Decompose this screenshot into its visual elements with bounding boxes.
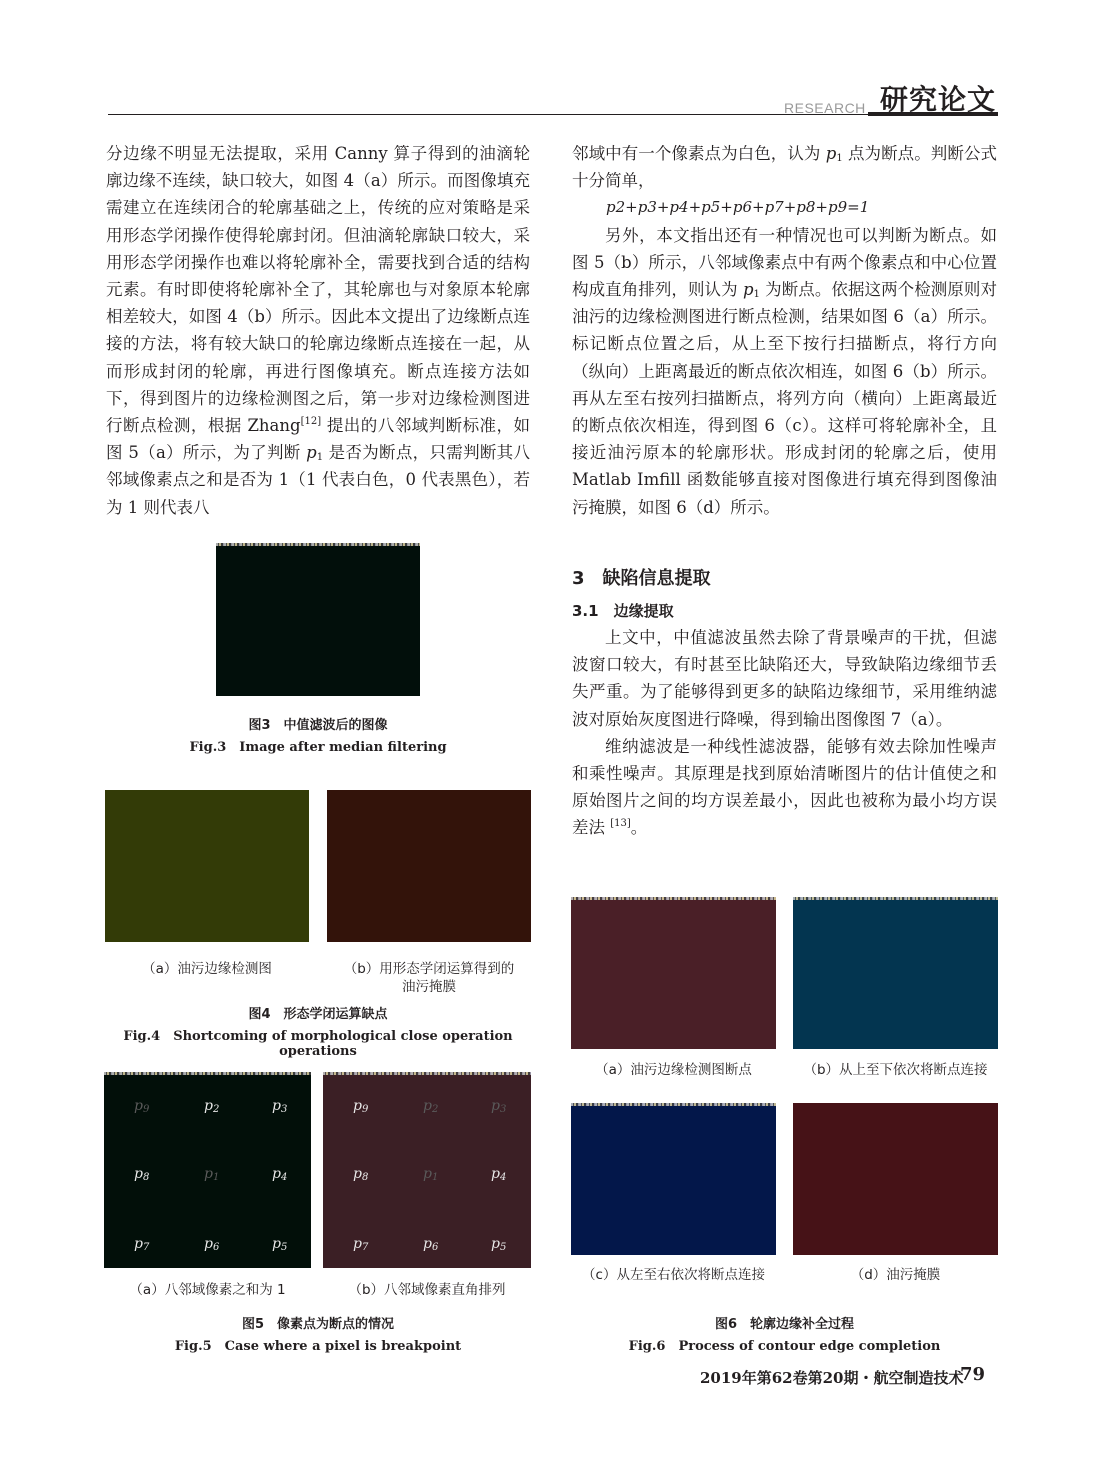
fig5-caption-cn: 图5 像素点为断点的情况: [241, 1317, 395, 1332]
fig5a-caption: （a）八邻域像素之和为 1: [129, 1282, 286, 1298]
pixel-label-p4: $p_4$: [491, 1166, 507, 1183]
fig4b-image: [327, 790, 531, 942]
fig6a-image: [571, 897, 776, 1049]
fig4a-caption: （a）油污边缘检测图: [142, 961, 272, 977]
left-column-text: [106, 140, 530, 521]
section-heading-3: 3 缺陷信息提取: [572, 568, 711, 589]
pixel-label-p3: $p_3$: [491, 1098, 507, 1115]
header-research-label: RESEARCH: [784, 100, 866, 116]
pixel-label-p5: $p_5$: [272, 1236, 288, 1253]
fig6d-image: [793, 1103, 998, 1255]
header-section-title: 研究论文: [880, 83, 997, 116]
fig3-caption-cn: 图3 中值滤波后的图像: [248, 718, 388, 733]
right-paragraph-1: 邻域中有一个像素点为白色，认为 $p_1$ 点为断点。判断公式十分简单，: [572, 144, 997, 191]
right-column-text-upper: [572, 140, 997, 521]
fig5b-caption: （b）八邻域像素直角排列: [348, 1282, 506, 1298]
pixel-label-p4: $p_4$: [272, 1166, 288, 1183]
pixel-label-p7: $p_7$: [134, 1236, 150, 1253]
pixel-label-p6: $p_6$: [423, 1236, 439, 1253]
fig5b-image: [323, 1072, 531, 1268]
fig6b-caption: （b）从上至下依次将断点连接: [803, 1062, 988, 1078]
journal-footer: 2019年第62卷第20期・航空制造技术: [700, 1369, 964, 1387]
right-paragraph-4: 维纳滤波是一种线性滤波器，能够有效去除加性噪声和乘性噪声。其原理是找到原始清晰图片的估计值使之和原始图片之间的均方误差最小，因此也被称为最小均方误差法 [13]。: [572, 736, 997, 838]
pixel-label-p9: $p_9$: [134, 1098, 150, 1115]
pixel-label-p1: $p_1$: [423, 1166, 439, 1183]
pixel-label-p1: $p_1$: [204, 1166, 220, 1183]
pixel-label-p8: $p_8$: [134, 1166, 150, 1183]
fig3-image: [216, 543, 420, 696]
pixel-label-p3: $p_3$: [272, 1098, 288, 1115]
left-paragraph: 分边缘不明显无法提取，采用 Canny 算子得到的油滴轮廓边缘不连续，缺口较大，如图 4（a）所示。而图像填充需建立在连续闭合的轮廓基础之上，传统的应对策略是采用形态学闭操作使得轮廓封闭。但油滴轮廓缺口较大，采用形态学闭操作也难以将轮廓补全，需要找到合适的结构元素。有时即使将轮廓补全了，其轮廓也与对象原本轮廓相差较大，如图 4（b）所示。因此本文提出了边缘断点连接的方法，将有较大缺口的轮廓边缘断点连接在一起，从而形成封闭的轮廓，再进行图像填充。断点连接方法如下，得到图片的边缘检测图之后，第一步对边缘检测图进行断点检测，根据 Zhang[12] 提出的八邻域判断标准，如图 5（a）所示，为了判断 $p_1$ 是否为断点，只需判断其八邻域像素点之和是否为 1（1 代表白色，0 代表黑色），若为 1 则代表八: [106, 144, 530, 517]
fig6b-image: [793, 897, 998, 1049]
fig6c-caption: （c）从左至右依次将断点连接: [582, 1267, 765, 1283]
fig5a-image: [104, 1072, 311, 1268]
fig4-caption-cn: 图4 形态学闭运算缺点: [248, 1007, 388, 1022]
right-paragraph-3: 上文中，中值滤波虽然去除了背景噪声的干扰，但滤波窗口较大，有时甚至比缺陷还大，导致缺陷边缘细节丢失严重。为了能够得到更多的缺陷边缘细节，采用维纳滤波对原始灰度图进行降噪，得到输出图像图 7（a）。: [572, 628, 997, 729]
fig6-caption-cn: 图6 轮廓边缘补全过程: [714, 1317, 855, 1332]
pixel-label-p9: $p_9$: [353, 1098, 369, 1115]
pixel-label-p5: $p_5$: [491, 1236, 507, 1253]
page-number: 79: [960, 1364, 986, 1385]
fig5-caption-en: Fig.5 Case where a pixel is breakpoint: [174, 1339, 462, 1354]
fig6-caption-en: Fig.6 Process of contour edge completion: [628, 1339, 941, 1354]
fig4b-caption: （b）用形态学闭运算得到的 油污掩膜: [343, 961, 515, 995]
pixel-label-p8: $p_8$: [353, 1166, 369, 1183]
right-paragraph-2: 另外，本文指出还有一种情况也可以判断为断点。如图 5（b）所示，八邻域像素点中有两个像素点和中心位置构成直角排列，则认为 $p_1$ 为断点。依据这两个检测原则对油污的边缘检测图进行断点检测，结果如图 6（a）所示。标记断点位置之后，从上至下按行扫描断点，将行方向（纵向）上距离最近的断点依次相连，如图 6（b）所示。再从左至右按列扫描断点，将列方向（横向）上距离最近的断点依次相连，得到图 6（c）。这样可将轮廓补全，且接近油污原本的轮廓形状。形成封闭的轮廓之后，使用 Matlab Imfill 函数能够直接对图像进行填充得到图像油污掩膜，如图 6（d）所示。: [572, 225, 997, 517]
pixel-label-p6: $p_6$: [204, 1236, 220, 1253]
subsection-heading-3-1: 3.1 边缘提取: [572, 602, 674, 620]
fig4a-image: [105, 790, 309, 942]
pixel-label-p2: $p_2$: [423, 1098, 439, 1115]
fig6c-image: [571, 1103, 776, 1255]
breakpoint-formula: p2+p3+p4+p5+p6+p7+p8+p9=1: [606, 198, 870, 217]
fig6d-caption: （d）油污掩膜: [850, 1267, 941, 1283]
right-column-text-lower: [572, 624, 997, 842]
fig4-caption-en: Fig.4 Shortcoming of morphological close operation operations: [123, 1029, 513, 1059]
pixel-label-p7: $p_7$: [353, 1236, 369, 1253]
fig3-caption-en: Fig.3 Image after median filtering: [189, 740, 447, 755]
pixel-label-p2: $p_2$: [204, 1098, 220, 1115]
fig6a-caption: （a）油污边缘检测图断点: [595, 1062, 752, 1078]
